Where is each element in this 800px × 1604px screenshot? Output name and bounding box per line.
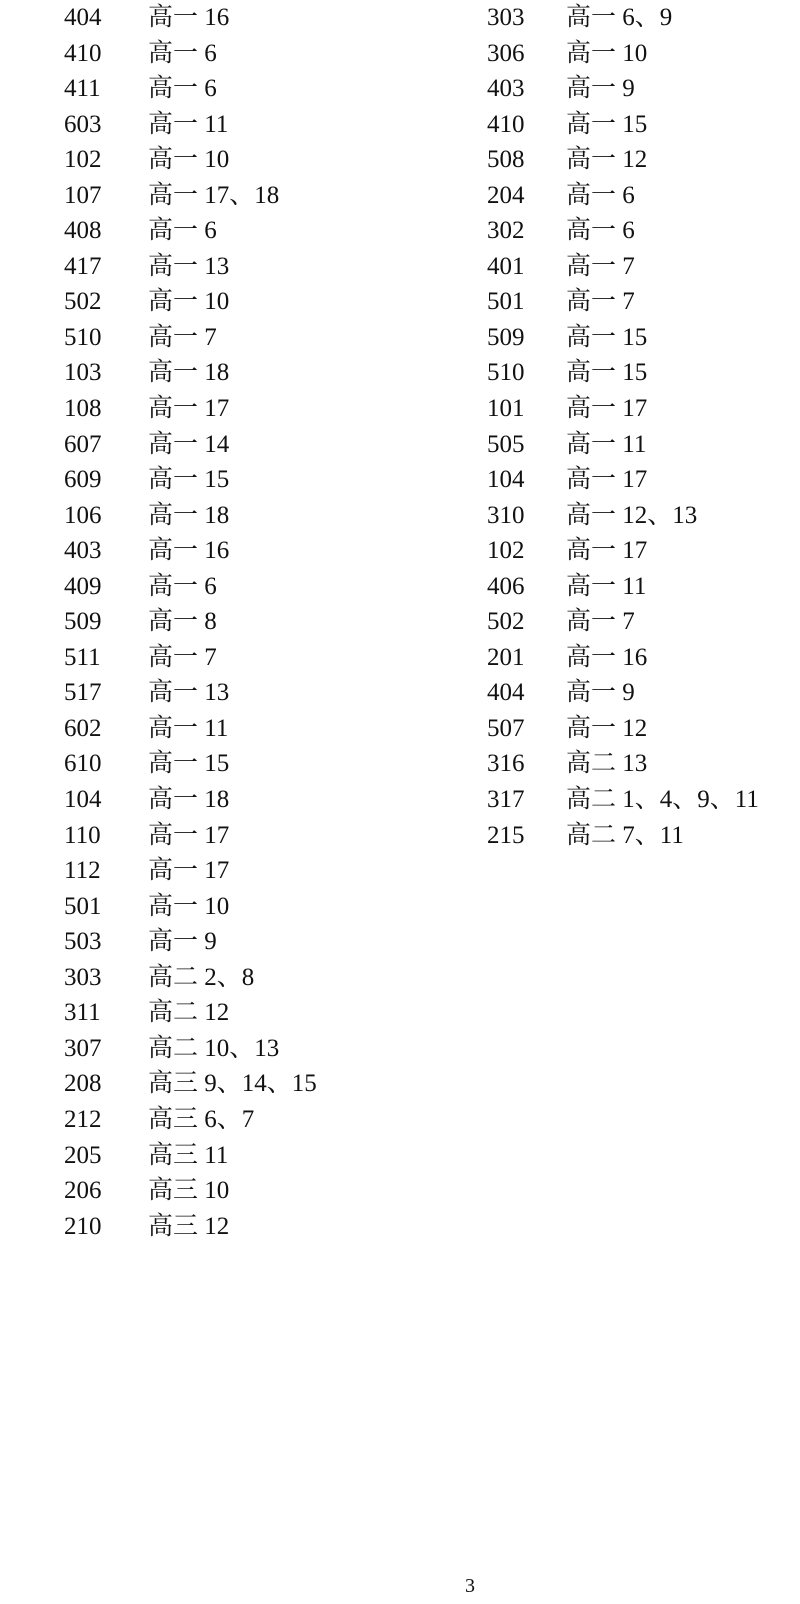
class-assignment: 高一 15 <box>566 110 648 138</box>
class-assignment: 高一 11 <box>148 110 229 138</box>
room-number: 103 <box>64 359 102 387</box>
room-number: 408 <box>64 217 102 245</box>
class-assignment: 高一 10 <box>148 288 230 316</box>
class-assignment: 高一 10 <box>566 39 648 67</box>
class-assignment: 高一 15 <box>566 359 648 387</box>
room-number: 509 <box>487 323 525 351</box>
room-number: 509 <box>64 608 102 636</box>
class-assignment: 高一 6 <box>566 181 635 209</box>
room-number: 210 <box>64 1212 102 1240</box>
class-assignment: 高一 15 <box>148 466 230 494</box>
room-number: 205 <box>64 1141 102 1169</box>
class-assignment: 高一 12 <box>566 146 648 174</box>
class-assignment: 高一 6 <box>148 75 217 103</box>
room-number: 609 <box>64 466 102 494</box>
room-number: 311 <box>64 999 101 1027</box>
class-assignment: 高一 17、18 <box>148 181 280 209</box>
class-assignment: 高一 7 <box>148 323 217 351</box>
class-assignment: 高一 18 <box>148 501 230 529</box>
room-number: 403 <box>487 75 525 103</box>
room-number: 303 <box>64 963 102 991</box>
class-assignment: 高一 13 <box>148 679 230 707</box>
class-assignment: 高一 17 <box>566 395 648 423</box>
page-number: 3 <box>465 1575 475 1597</box>
room-number: 102 <box>487 537 525 565</box>
class-assignment: 高一 15 <box>566 323 648 351</box>
class-assignment: 高一 7 <box>566 288 635 316</box>
room-number: 508 <box>487 146 525 174</box>
room-number: 406 <box>487 572 525 600</box>
room-number: 316 <box>487 750 525 778</box>
room-number: 404 <box>487 679 525 707</box>
class-assignment: 高一 6 <box>566 217 635 245</box>
room-number: 104 <box>487 466 525 494</box>
class-assignment: 高一 17 <box>566 537 648 565</box>
room-number: 507 <box>487 714 525 742</box>
room-number: 110 <box>64 821 101 849</box>
room-number: 410 <box>64 39 102 67</box>
room-number: 510 <box>487 359 525 387</box>
class-assignment: 高一 6 <box>148 39 217 67</box>
room-number: 607 <box>64 430 102 458</box>
room-number: 501 <box>487 288 525 316</box>
class-assignment: 高一 8 <box>148 608 217 636</box>
room-number: 302 <box>487 217 525 245</box>
class-assignment: 高一 6、9 <box>566 4 673 31</box>
class-assignment: 高一 11 <box>566 430 647 458</box>
class-assignment: 高一 12、13 <box>566 501 698 529</box>
class-assignment: 高二 10、13 <box>148 1034 280 1062</box>
class-assignment: 高二 7、11 <box>566 821 684 849</box>
class-assignment: 高一 6 <box>148 217 217 245</box>
class-assignment: 高一 15 <box>148 750 230 778</box>
room-number: 303 <box>487 4 525 31</box>
room-number: 107 <box>64 181 102 209</box>
room-number: 106 <box>64 501 102 529</box>
class-assignment: 高二 1、4、9、11 <box>566 786 759 814</box>
class-assignment: 高一 18 <box>148 786 230 814</box>
room-number: 610 <box>64 750 102 778</box>
room-number: 208 <box>64 1070 102 1098</box>
class-assignment: 高一 7 <box>566 252 635 280</box>
class-assignment: 高一 18 <box>148 359 230 387</box>
room-number: 417 <box>64 252 102 280</box>
room-number: 511 <box>64 643 101 671</box>
class-assignment: 高三 10 <box>148 1177 230 1205</box>
class-assignment: 高一 12 <box>566 714 648 742</box>
room-number: 306 <box>487 39 525 67</box>
room-number: 505 <box>487 430 525 458</box>
room-number: 101 <box>487 395 525 423</box>
room-number: 501 <box>64 892 102 920</box>
class-assignment: 高二 2、8 <box>148 963 255 991</box>
room-number: 104 <box>64 786 102 814</box>
class-assignment: 高一 11 <box>148 714 229 742</box>
class-assignment: 高一 17 <box>148 857 230 885</box>
room-number: 307 <box>64 1034 102 1062</box>
room-number: 212 <box>64 1105 102 1133</box>
room-number: 503 <box>64 928 102 956</box>
room-number: 215 <box>487 821 525 849</box>
room-number: 602 <box>64 714 102 742</box>
class-assignment: 高三 12 <box>148 1212 230 1240</box>
room-number: 603 <box>64 110 102 138</box>
class-assignment: 高二 13 <box>566 750 648 778</box>
class-assignment: 高三 9、14、15 <box>148 1070 317 1098</box>
class-assignment: 高一 17 <box>148 395 230 423</box>
class-assignment: 高一 10 <box>148 892 230 920</box>
class-assignment: 高三 6、7 <box>148 1105 255 1133</box>
room-number: 404 <box>64 4 102 31</box>
class-assignment: 高一 13 <box>148 252 230 280</box>
class-assignment: 高三 11 <box>148 1141 229 1169</box>
room-number: 411 <box>64 75 101 103</box>
room-number: 409 <box>64 572 102 600</box>
room-number: 502 <box>487 608 525 636</box>
class-assignment: 高一 9 <box>566 75 635 103</box>
class-assignment: 高一 9 <box>148 928 217 956</box>
class-assignment: 高一 16 <box>566 643 648 671</box>
room-number: 206 <box>64 1177 102 1205</box>
class-assignment: 高一 10 <box>148 146 230 174</box>
room-number: 403 <box>64 537 102 565</box>
room-number: 102 <box>64 146 102 174</box>
class-assignment: 高一 17 <box>148 821 230 849</box>
class-assignment: 高一 16 <box>148 537 230 565</box>
room-number: 310 <box>487 501 525 529</box>
room-number: 112 <box>64 857 101 885</box>
room-number: 510 <box>64 323 102 351</box>
room-number: 517 <box>64 679 102 707</box>
class-assignment: 高一 14 <box>148 430 230 458</box>
class-assignment: 高一 9 <box>566 679 635 707</box>
room-number: 410 <box>487 110 525 138</box>
room-number: 201 <box>487 643 525 671</box>
class-assignment: 高一 17 <box>566 466 648 494</box>
room-number: 502 <box>64 288 102 316</box>
class-assignment: 高一 16 <box>148 4 230 31</box>
class-assignment: 高一 11 <box>566 572 647 600</box>
room-number: 317 <box>487 786 525 814</box>
room-number: 401 <box>487 252 525 280</box>
class-assignment: 高一 7 <box>148 643 217 671</box>
room-number: 204 <box>487 181 525 209</box>
class-assignment: 高一 7 <box>566 608 635 636</box>
room-number: 108 <box>64 395 102 423</box>
class-assignment: 高一 6 <box>148 572 217 600</box>
class-assignment: 高二 12 <box>148 999 230 1027</box>
